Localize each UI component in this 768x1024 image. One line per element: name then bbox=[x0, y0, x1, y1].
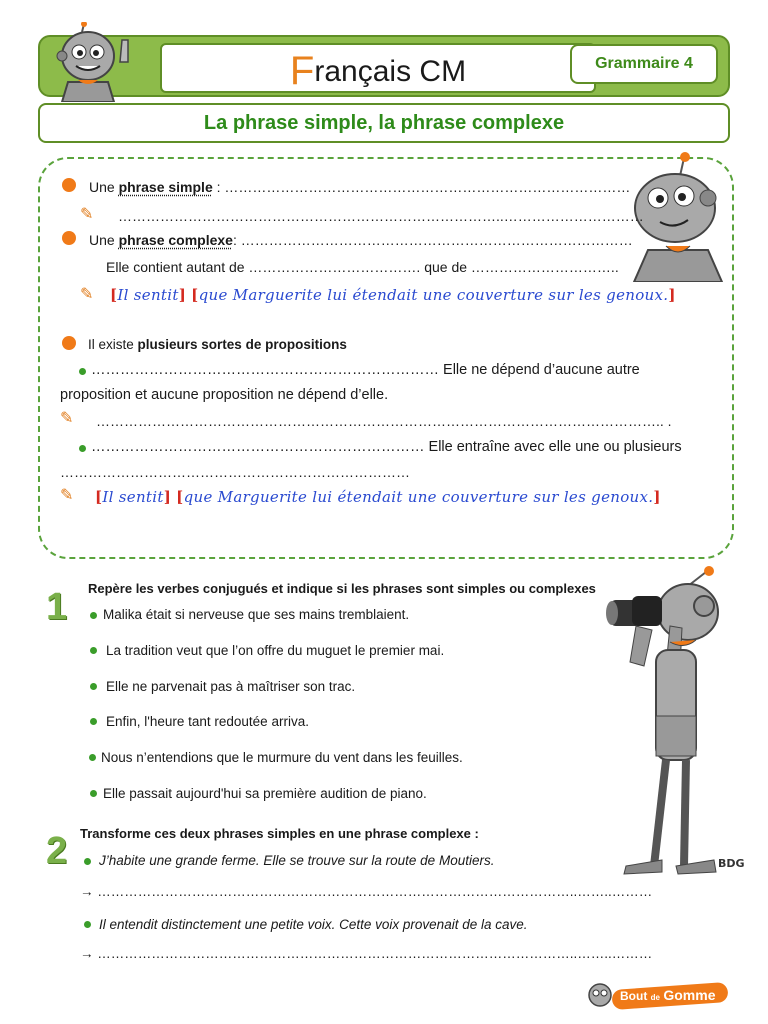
bullet-green bbox=[90, 718, 97, 725]
svg-text:BDG: BDG bbox=[718, 857, 745, 870]
main-clause-line-2: ………………………………………………………………… bbox=[60, 464, 410, 480]
signature-image bbox=[716, 852, 750, 872]
bout-de-gomme-logo bbox=[586, 982, 734, 1008]
logo-robot-icon bbox=[586, 982, 614, 1008]
main-clause-line-1: …………………………………………………………… Elle entraîne avec elle une ou plusieurs bbox=[91, 439, 682, 455]
example-sentence-1: [Il sentit] [que Marguerite lui étendait une couverture sur les genoux.] bbox=[110, 286, 676, 304]
bullet-green bbox=[90, 647, 97, 654]
example-sentence-2: [Il sentit] [que Marguerite lui étendait une couverture sur les genoux.] bbox=[95, 488, 661, 506]
bullet-green bbox=[79, 368, 86, 375]
answer-line: → ……………………………………………………………………………………………..……..……… bbox=[80, 946, 653, 961]
bullet-green bbox=[89, 754, 96, 761]
exercise-2-item: J’habite une grande ferme. Elle se trouve sur la route de Moutiers. bbox=[99, 853, 495, 868]
answer-line: → ……………………………………………………………………………………………..……..……… bbox=[80, 884, 653, 899]
robot-binoculars-illustration bbox=[596, 566, 746, 886]
exercise-1-item: Elle passait aujourd'hui sa première audition de piano. bbox=[103, 786, 427, 801]
pencil-icon: ✎ bbox=[60, 487, 74, 504]
bullet-orange bbox=[62, 336, 76, 350]
exercise-1-item: La tradition veut que l’on offre du muguet le premier mai. bbox=[106, 643, 445, 658]
independent-line-1: ……………………………………………………………… Elle ne dépend d’aucune autre bbox=[91, 362, 640, 378]
independent-example-blank: ………………………………………………………………………………………………………….. . bbox=[96, 413, 672, 429]
simple-definition-line: Une phrase simple : …………………………………………………………………………… bbox=[89, 179, 631, 195]
title-plate bbox=[160, 43, 596, 93]
pencil-icon: ✎ bbox=[60, 410, 74, 427]
header-banner bbox=[38, 35, 730, 97]
lesson-badge: Grammaire 4 bbox=[570, 44, 718, 84]
complex-definition-line: Une phrase complexe: ………………………………………………………………………… bbox=[89, 232, 633, 248]
page-title: Français CM bbox=[289, 49, 467, 93]
exercise-2-item: Il entendit distinctement une petite voix. Cette voix provenait de la cave. bbox=[99, 917, 528, 932]
exercise-1-item: Nous n’entendions que le murmure du vent dans les feuilles. bbox=[101, 750, 463, 765]
independent-line-2: proposition et aucune proposition ne dépend d’elle. bbox=[60, 387, 389, 403]
pencil-icon: ✎ bbox=[80, 206, 94, 223]
exercise-1-item: Elle ne parvenait pas à maîtriser son trac. bbox=[106, 679, 356, 694]
robot-head-illustration bbox=[630, 150, 730, 282]
exercise-number-1: 1 bbox=[46, 586, 68, 628]
exercise-1-item: Enfin, l'heure tant redoutée arriva. bbox=[106, 714, 309, 729]
simple-example-blank: ………………………………………………………………………..………………………… bbox=[118, 208, 644, 224]
bullet-green bbox=[90, 790, 97, 797]
bullet-green bbox=[84, 921, 91, 928]
exercise-2-instruction: Transforme ces deux phrases simples en une phrase complexe : bbox=[80, 826, 479, 841]
bullet-orange bbox=[62, 178, 76, 192]
robot-thumbs-up-illustration bbox=[52, 22, 136, 102]
lesson-subtitle: La phrase simple, la phrase complexe bbox=[38, 103, 730, 143]
logo-text: Bout de Gomme bbox=[620, 987, 716, 1003]
bullet-green bbox=[84, 858, 91, 865]
bullet-orange bbox=[62, 231, 76, 245]
bullet-green bbox=[90, 612, 97, 619]
pencil-icon: ✎ bbox=[80, 286, 94, 303]
kinds-line: Il existe plusieurs sortes de propositions bbox=[88, 337, 347, 352]
contains-line: Elle contient autant de ………………………………. que de ………………………….. bbox=[106, 259, 619, 275]
bullet-green bbox=[90, 683, 97, 690]
exercise-1-item: Malika était si nerveuse que ses mains tremblaient. bbox=[103, 607, 410, 622]
exercise-number-2: 2 bbox=[46, 830, 68, 872]
exercise-1-instruction: Repère les verbes conjugués et indique si les phrases sont simples ou complexes bbox=[88, 581, 596, 596]
bullet-green bbox=[79, 445, 86, 452]
